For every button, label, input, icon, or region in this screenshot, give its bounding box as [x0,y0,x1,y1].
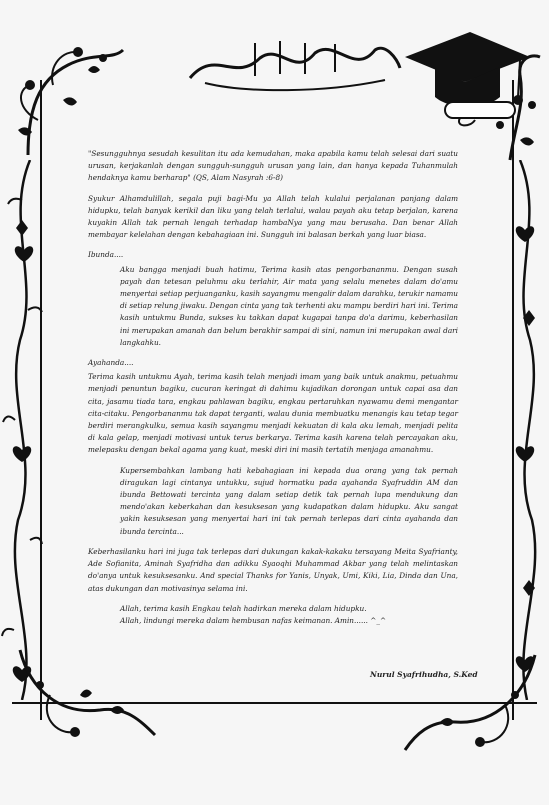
prayer-line-1: Allah, terima kasih Engkau telah hadirkan mereka dalam hidupku. [120,603,367,613]
corner-vine-top-right [470,45,545,165]
ayahanda-paragraph: Terima kasih untukmu Ayah, terima kasih telah menjadi imam yang baik untuk anakmu, petuahmu menjadi penuntun bagiku, cucuran keringat di dahimu kujadikan dorongan untuk capai asa dan cita, jasamu tiada tara, engkau pahlawan bagiku, engkau pertaruhkan nyawamu demi mengantar cita-citaku. Pengorbananmu tak dapat terganti, walau dunia membuatku menangis kau tetap tegar berdiri merangkulku, semua kasih sayangmu menjadi kekuatan di kala aku lemah, menjadi pelita di kala gelap, menjadi motivasi untuk terus berkarya. Terima kasih karena telah percayakan aku, melepasku dengan bekal agama yang kuat, meski diri ini masih tertatih menjaga amanahmu. [88,372,458,455]
ibunda-paragraph: Aku bangga menjadi buah hatimu, Terima kasih atas pengorbananmu. Dengan susah payah dan tetesan peluhmu aku terlahir, Air mata yang selalu menetes dalam do'amu menyertai setiap perjuanganku, kasih sayangmu mengalir dalam darahku, terukir namamu di setiap relung jiwaku. Dengan cinta yang tak terhenti aku mampu berdiri hari ini. Terima kasih untukmu Bunda, sukses ku takkan dapat kugapai tanpa do'a darimu, keberhasilan ini merupakan amanah dan belum berakhir sampai di sini, namun ini merupakan awal dari langkahku. [120,264,458,347]
left-side-vines [0,160,45,700]
right-side-vines [505,160,549,700]
ibunda-heading: Ibunda.... [88,250,124,260]
quran-quote: "Sesungguhnya sesudah kesulitan itu ada kemudahan, maka apabila kamu telah selesai dari suatu urusan, kerjakanlah dengan sungguh-sungguh urusan yang lain, dan hanya kepada Tuhanmulah hendaknya kamu berharap" (QS, Alam Nasyrah :6-8) [88,149,458,183]
prayer-line-2: Allah, lindungi mereka dalam hembusan nafas keimanan. Amin...... ^_^ [120,615,387,625]
family-paragraph: Keberhasilanku hari ini juga tak terlepas dari dukungan kakak-kakaku tersayang Meita Syafrianty, Ade Sofianita, Aminah Syafridha dan adikku Syaoqhi Muhammad Akbar yang telah melintaskan do'anya untuk kesuksesanku. And special Thanks for Yanis, Unyak, Umi, Kiki, Lia, Dinda dan Una, atas dukungan dan motivasinya selama ini. [88,546,458,593]
corner-vine-top-left [8,30,128,160]
dedication-paragraph: Kupersembahkan lambang hati kebahagiaan ini kepada dua orang yang tak pernah diragukan lagi cintanya untukku, sujud hormatku pada ayahanda Syafruddin AM dan ibunda Bettowati tercinta yang dalam setiap detik tak pernah lupa mendukung dan mendo'akan keberkahan dan kesuksesan yang kudapatkan dalam hidupku. Aku sangat yakin kesuksesan yang menyertai hari ini tak pernah terlepas dari cinta ayahanda dan ibunda tercinta... [120,465,458,536]
corner-vine-bottom-right [400,650,545,760]
corner-vine-bottom-left [10,640,160,750]
ayahanda-heading: Ayahanda.... [88,358,134,368]
gratitude-paragraph: Syukur Alhamdulillah, segala puji bagi-Mu ya Allah telah kulalui perjalanan panjang dalam hidupku, telah banyak kerikil dan liku yang telah terlalui, walau payah aku tetap berjalan, karena kuyakin Allah tak pernah lengah terhadap hambaNya yang mau berusaha. Dan benar Allah membayar kelelahan dengan kebahagiaan ini. Sungguh ini balasan berkah yang luar biasa. [88,193,458,240]
bismillah-calligraphy [185,38,405,98]
author-signature: Nurul Syafrihudha, S.Ked [370,670,478,679]
dedication-text [88,148,458,635]
